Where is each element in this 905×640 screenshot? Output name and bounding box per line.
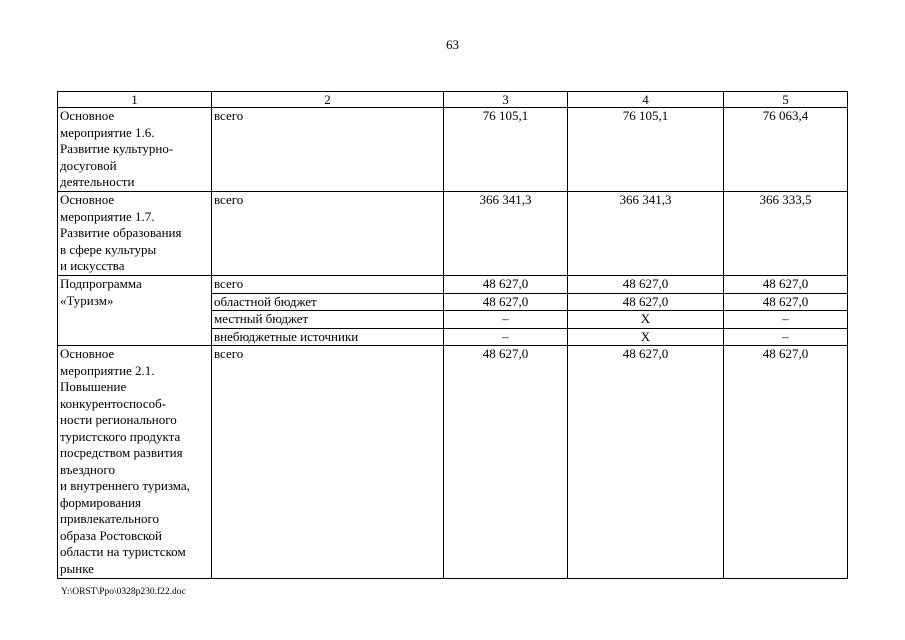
value-col5: – [724, 311, 848, 329]
page-number: 63 [446, 37, 459, 52]
value-col4: 76 105,1 [568, 108, 724, 192]
value-col5: 366 333,5 [724, 192, 848, 276]
column-header-4: 4 [568, 92, 724, 108]
table-row [58, 276, 848, 294]
value-col3: 76 105,1 [444, 108, 568, 192]
value-col3: – [444, 328, 568, 346]
file-path-footer: Y:\ORST\Ppo\0328p230.f22.doc [61, 587, 186, 597]
funding-source: всего [212, 108, 444, 192]
program-name: Основное мероприятие 1.7. Развитие образования в сфере культуры и искусства [58, 192, 212, 276]
program-name: Подпрограмма «Туризм» [58, 276, 212, 346]
header-row [58, 92, 848, 108]
value-col4: 48 627,0 [568, 293, 724, 311]
value-col5: 76 063,4 [724, 108, 848, 192]
value-col5: 48 627,0 [724, 276, 848, 294]
program-name: Основное мероприятие 1.6. Развитие культурно- досуговой деятельности [58, 108, 212, 192]
funding-source: всего [212, 346, 444, 579]
budget-table [57, 91, 848, 579]
column-header-5: 5 [724, 92, 848, 108]
value-col3: – [444, 311, 568, 329]
value-col4: 48 627,0 [568, 346, 724, 579]
column-header-3: 3 [444, 92, 568, 108]
funding-source: местный бюджет [212, 311, 444, 329]
program-name: Основное мероприятие 2.1. Повышение конкурентоспособ- ности регионального туристского продукта посредством развития въездного и внутреннего туризма, формирования привлекательного образа Ростовской области на туристском рынке [58, 346, 212, 579]
funding-source: всего [212, 192, 444, 276]
funding-source: внебюджетные источники [212, 328, 444, 346]
funding-source: всего [212, 276, 444, 294]
value-col3: 48 627,0 [444, 293, 568, 311]
value-col4: Х [568, 328, 724, 346]
table-row [58, 346, 848, 579]
value-col4: 366 341,3 [568, 192, 724, 276]
column-header-1: 1 [58, 92, 212, 108]
value-col3: 48 627,0 [444, 276, 568, 294]
table-row [58, 192, 848, 276]
value-col5: 48 627,0 [724, 346, 848, 579]
value-col5: – [724, 328, 848, 346]
table-row [58, 108, 848, 192]
funding-source: областной бюджет [212, 293, 444, 311]
value-col3: 48 627,0 [444, 346, 568, 579]
value-col4: 48 627,0 [568, 276, 724, 294]
value-col3: 366 341,3 [444, 192, 568, 276]
value-col4: Х [568, 311, 724, 329]
column-header-2: 2 [212, 92, 444, 108]
value-col5: 48 627,0 [724, 293, 848, 311]
